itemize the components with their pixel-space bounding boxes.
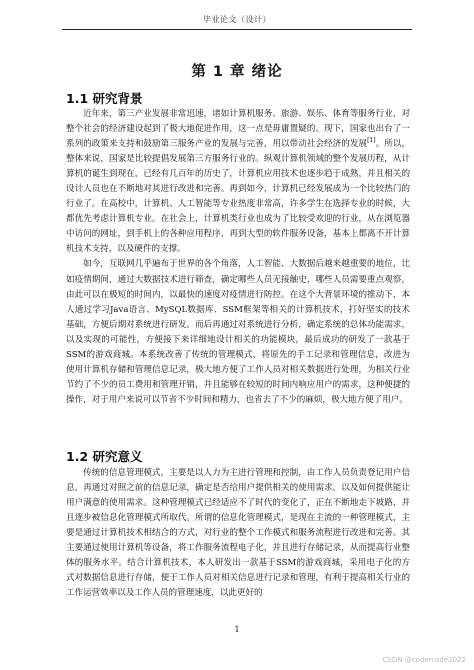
header-rule xyxy=(62,29,412,30)
paragraph-text: 。所以，整体来说，国家是比较提倡发展第三方服务行业的。纵观计算机领域的整个发展历程，从计算机的诞生到现在，已经有几百年的历史了，计算机应用技术也逐步趋于成熟，并且相关的设计人员也在不断地对其进行改进和完善。再到如今，计算机已经发展成为一个比较热门的行业了。在高校中，计算机、人工智能等专业热度非常高，许多学生在选择专业的时候，大都优先考虑计算机专业。在社会上，计算机类行业也成为了比较受欢迎的行业，从在浏览器中访问的网址，到手机上的各种应用程序，再到大型的软件服务设备，基本上都离不开计算机技术支持，以及硬件的支撑。 xyxy=(66,139,411,255)
section-background-body xyxy=(66,107,410,408)
paragraph: 传统的信息管理模式，主要是以人力为主进行管理和控制，由工作人员负责登记用户信息，再通过对照之前的信息记录，确定是否给用户提供相关的使用需求，以及如何提供能让用户满意的使用需求。这种管理模式已经适应不了时代的变化了，正在不断地走下坡路，并且逐步被信息化管理模式所取代。所谓的信息化管理模式，是现在主流的一种管理模式，主要是通过计算机技术相结合的方式，对行业的整个工作模式和服务流程进行改进和完善。其主要通过使用计算机等设备，将工作服务流程电子化，并且进行存储记录，从而提高行业整体的服务水平。结合计算机技术，本人研发出一款基于SSM的游戏商城，采用电子化的方式对数据信息进行存储，便于工作人员对相关信息进行记录和管理，有利于提高相关行业的工作运营效率以及工作人员的管理速度，以此更好的 xyxy=(66,468,410,599)
citation: [1] xyxy=(367,137,376,145)
chapter-title: 第 1 章 绪论 xyxy=(191,64,283,80)
section-heading-significance: 1.2 研究意义 xyxy=(66,449,143,464)
page-number: 1 xyxy=(234,625,240,634)
paragraph-text: 近年来，第三产业发展非常迅速，诸如计算机服务、旅游、娱乐、体育等服务行业，对整个社会的经济建设起到了极大地促进作用，这一点是毋庸置疑的。现下，国家也出台了一系列的政策来支持和鼓励第三服务产业的发展与完善，用以带动社会经济的发展 xyxy=(66,109,410,150)
paragraph: 如今，互联网几乎遍布于世界的各个角落，人工智能、大数据后越来越重要的地位，比如疫情期间，通过大数据技术进行筛查，确定哪些人员无接触史，哪些人员需要重点观察，由此可以在极短的时间内，以最快的速度对疫情进行防控。在这个大背景环境的推动下，本人通过学习Java语言、MySQL数据库、SSM框架等相关的计算机技术，打好坚实的技术基础，方便后期对系统进行研发。而后再通过对系统进行分析，确定系统的总体功能需求，以及实现的可能性，方便接下来详细地设计相关的功能模块，最后成功的研发了一款基于SSM的游戏商城。本系统改善了传统的管理模式，将原先的手工记录和管理信息，改进为使用计算机存储和管理信息记录，极大地方便了工作人员对相关数据进行处理，为相关行业节约了不少的员工费用和管理开销，并且能够在较短的时间内响应用户的需求，这种便捷的操作，对于用户来说可以节省不少时间和精力，也省去了不少的麻烦，极大地方便了用户。 xyxy=(66,259,410,405)
section-heading-background: 1.1 研究背景 xyxy=(66,91,143,106)
watermark: CSDN @codercode2022 xyxy=(382,656,466,664)
section-significance-body xyxy=(66,466,410,601)
running-header: 毕业论文（设计） xyxy=(203,15,271,24)
paragraph xyxy=(66,107,410,257)
